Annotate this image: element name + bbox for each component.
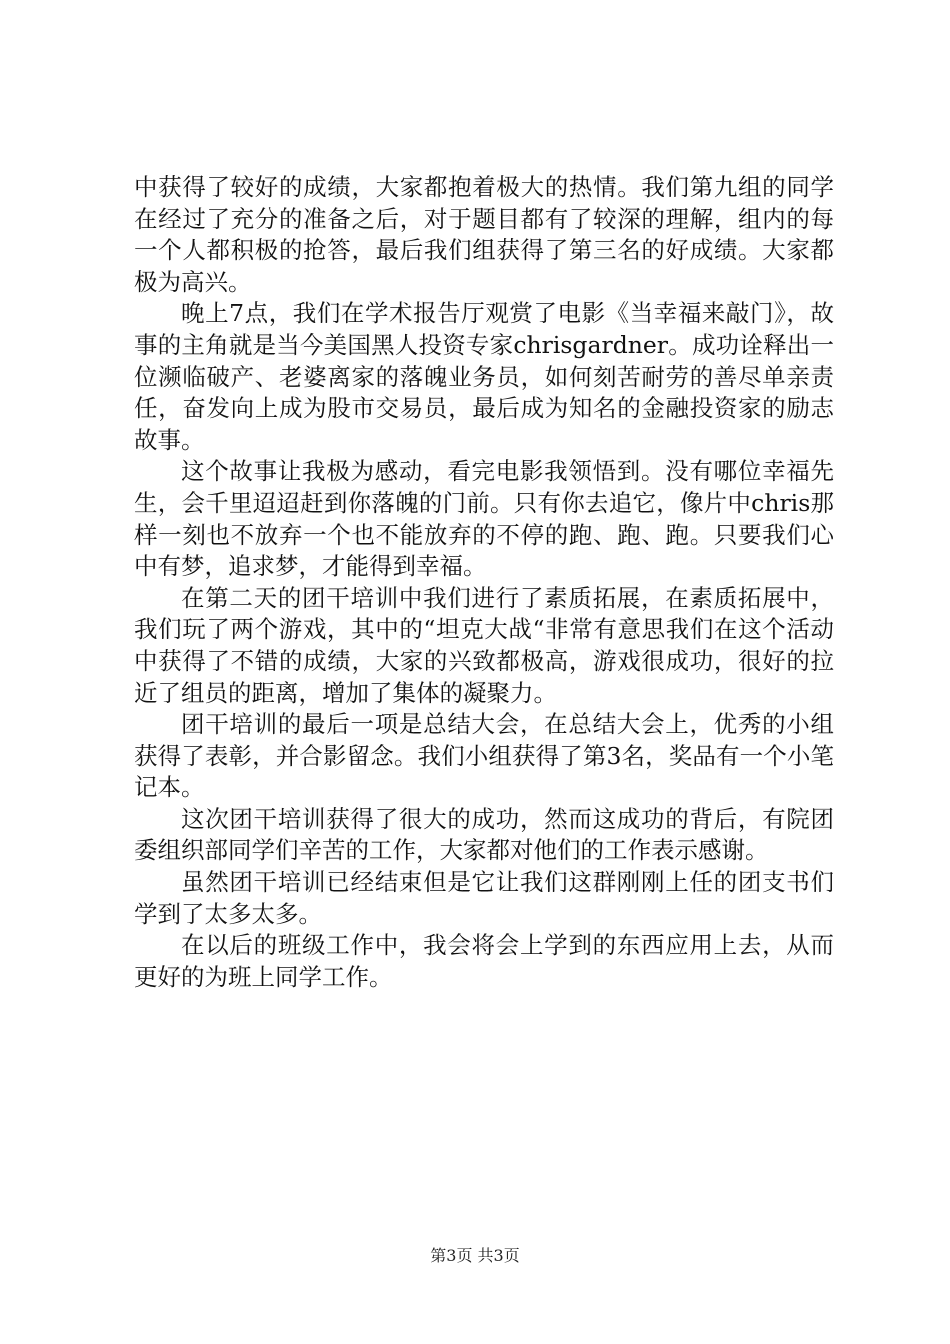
paragraph: 中获得了较好的成绩，大家都抱着极大的热情。我们第九组的同学在经过了充分的准备之后，对于题目都有了较深的理解，组内的每一个人都积极的抢答，最后我们组获得了第三名的好成绩。大家都极为高兴。 (134, 173, 834, 296)
document-body (134, 172, 834, 993)
paragraph: 在第二天的团干培训中我们进行了素质拓展，在素质拓展中，我们玩了两个游戏，其中的“坦克大战“非常有意思我们在这个活动中获得了不错的成绩，大家的兴致都极高，游戏很成功，很好的拉近了组员的距离，增加了集体的凝聚力。 (134, 583, 834, 707)
paragraph: 虽然团干培训已经结束但是它让我们这群刚刚上任的团支书们学到了太多太多。 (134, 868, 834, 928)
paragraph: 这个故事让我极为感动，看完电影我领悟到。没有哪位幸福先生，会千里迢迢赶到你落魄的门前。只有你去追它，像片中chris那样一刻也不放弃一个也不能放弃的不停的跑、跑、跑。只要我们心中有梦，追求梦，才能得到幸福。 (134, 457, 834, 581)
paragraph: 这次团干培训获得了很大的成功，然而这成功的背后，有院团委组织部同学们辛苦的工作，大家都对他们的工作表示感谢。 (134, 804, 834, 865)
page-number-label: 第3页 共3页 (430, 1246, 520, 1265)
page-footer (0, 1246, 950, 1266)
paragraph: 晚上7点，我们在学术报告厅观赏了电影《当幸福来敲门》，故事的主角就是当今美国黑人投资专家chrisgardner。成功诠释出一位濒临破产、老婆离家的落魄业务员，如何刻苦耐劳的善尽单亲责任，奋发向上成为股市交易员，最后成为知名的金融投资家的励志故事。 (134, 299, 834, 454)
paragraph: 在以后的班级工作中，我会将会上学到的东西应用上去，从而更好的为班上同学工作。 (134, 931, 834, 991)
paragraph: 团干培训的最后一项是总结大会，在总结大会上，优秀的小组获得了表彰，并合影留念。我们小组获得了第3名，奖品有一个小笔记本。 (134, 710, 834, 802)
